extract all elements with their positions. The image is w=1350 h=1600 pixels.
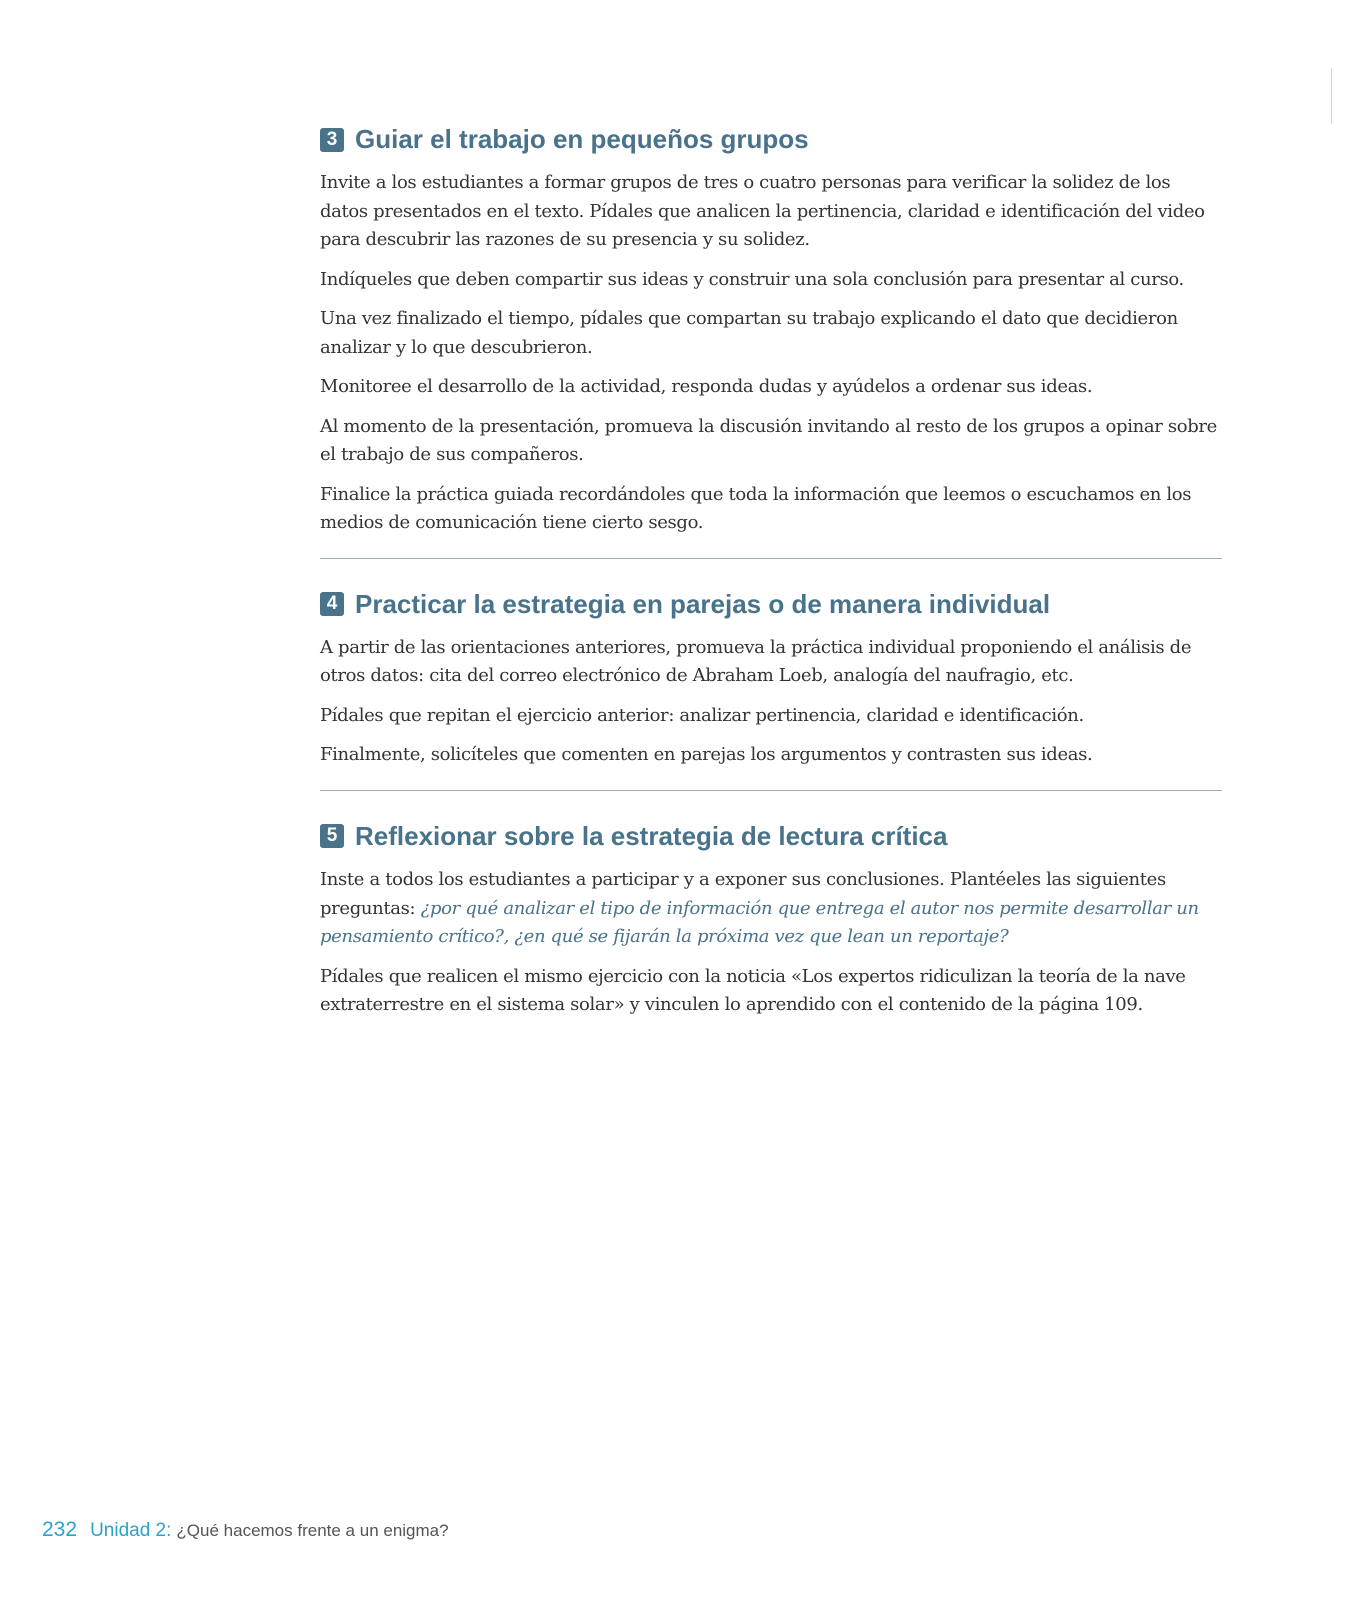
section-4-paragraph-1: A partir de las orientaciones anteriores, promueva la práctica individual proponiendo el análisis de otros datos: cita del correo electrónico de Abraham Loeb, analogía del naufragio, etc. [320, 636, 1192, 687]
section-4-paragraph-3: Finalmente, solicíteles que comenten en parejas los argumentos y contrasten sus ideas. [320, 744, 1093, 766]
section-5-heading [320, 821, 1222, 852]
section-3-paragraph-2: Indíqueles que deben compartir sus ideas y construir una sola conclusión para presentar al curso. [320, 268, 1184, 290]
section-5-questions: ¿por qué analizar el tipo de información que entrega el autor nos permite desarrollar un pensamiento crítico?, ¿en qué se fijarán la próxima vez que lean un reportaje? [320, 897, 1199, 948]
section-guiar-trabajo [320, 124, 1222, 538]
section-practicar-estrategia [320, 589, 1222, 770]
section-reflexionar-estrategia [320, 821, 1222, 1020]
section-3-paragraph-1: Invite a los estudiantes a formar grupos de tres o cuatro personas para verificar la solidez de los datos presentados en el texto. Pídales que analicen la pertinencia, claridad e identificación del video para descubrir las razones de su presencia y su solidez. [320, 172, 1205, 251]
section-3-paragraph-4: Monitoree el desarrollo de la actividad, responda dudas y ayúdelos a ordenar sus ideas. [320, 376, 1093, 398]
section-4-title: Practicar la estrategia en parejas o de manera individual [355, 588, 1051, 619]
section-3-number-badge: 3 [320, 128, 344, 152]
section-3-paragraph-3: Una vez finalizado el tiempo, pídales que compartan su trabajo explicando el dato que decidieron analizar y lo que descubrieron. [320, 308, 1178, 358]
section-divider-1 [320, 558, 1222, 559]
section-3-paragraph-6: Finalice la práctica guiada recordándoles que toda la información que leemos o escuchamos en los medios de comunicación tiene cierto sesgo. [320, 483, 1192, 534]
section-5-paragraph-2: Pídales que realicen el mismo ejercicio con la noticia «Los expertos ridiculizan la teoría de la nave extraterrestre en el sistema solar» y vinculen lo aprendido con el contenido de la página 109. [320, 965, 1186, 1016]
section-4-number-badge: 4 [320, 592, 344, 616]
section-5-number-badge: 5 [320, 824, 344, 848]
section-3-heading [320, 124, 1222, 155]
page-content [320, 124, 1222, 1031]
unit-title: ¿Qué hacemos frente a un enigma? [176, 1521, 449, 1540]
section-5-paragraph-1-text: Inste a todos los estudiantes a participar y a exponer sus conclusiones. Plantéeles las siguientes preguntas: [320, 869, 1166, 919]
section-4-paragraph-2: Pídales que repitan el ejercicio anterior: analizar pertinencia, claridad e identificación. [320, 704, 1084, 726]
section-4-heading [320, 589, 1222, 620]
section-5-title: Reflexionar sobre la estrategia de lectura crítica [355, 820, 948, 851]
page-edge-mark [1331, 68, 1332, 124]
unit-label: Unidad 2: [90, 1520, 172, 1541]
section-3-title: Guiar el trabajo en pequeños grupos [355, 124, 809, 154]
section-3-paragraph-5: Al momento de la presentación, promueva la discusión invitando al resto de los grupos a opinar sobre el trabajo de sus compañeros. [320, 415, 1217, 466]
page-footer [42, 1518, 449, 1542]
section-divider-2 [320, 790, 1222, 791]
section-5-paragraph-1 [320, 866, 1222, 952]
page-number: 232 [42, 1518, 78, 1541]
